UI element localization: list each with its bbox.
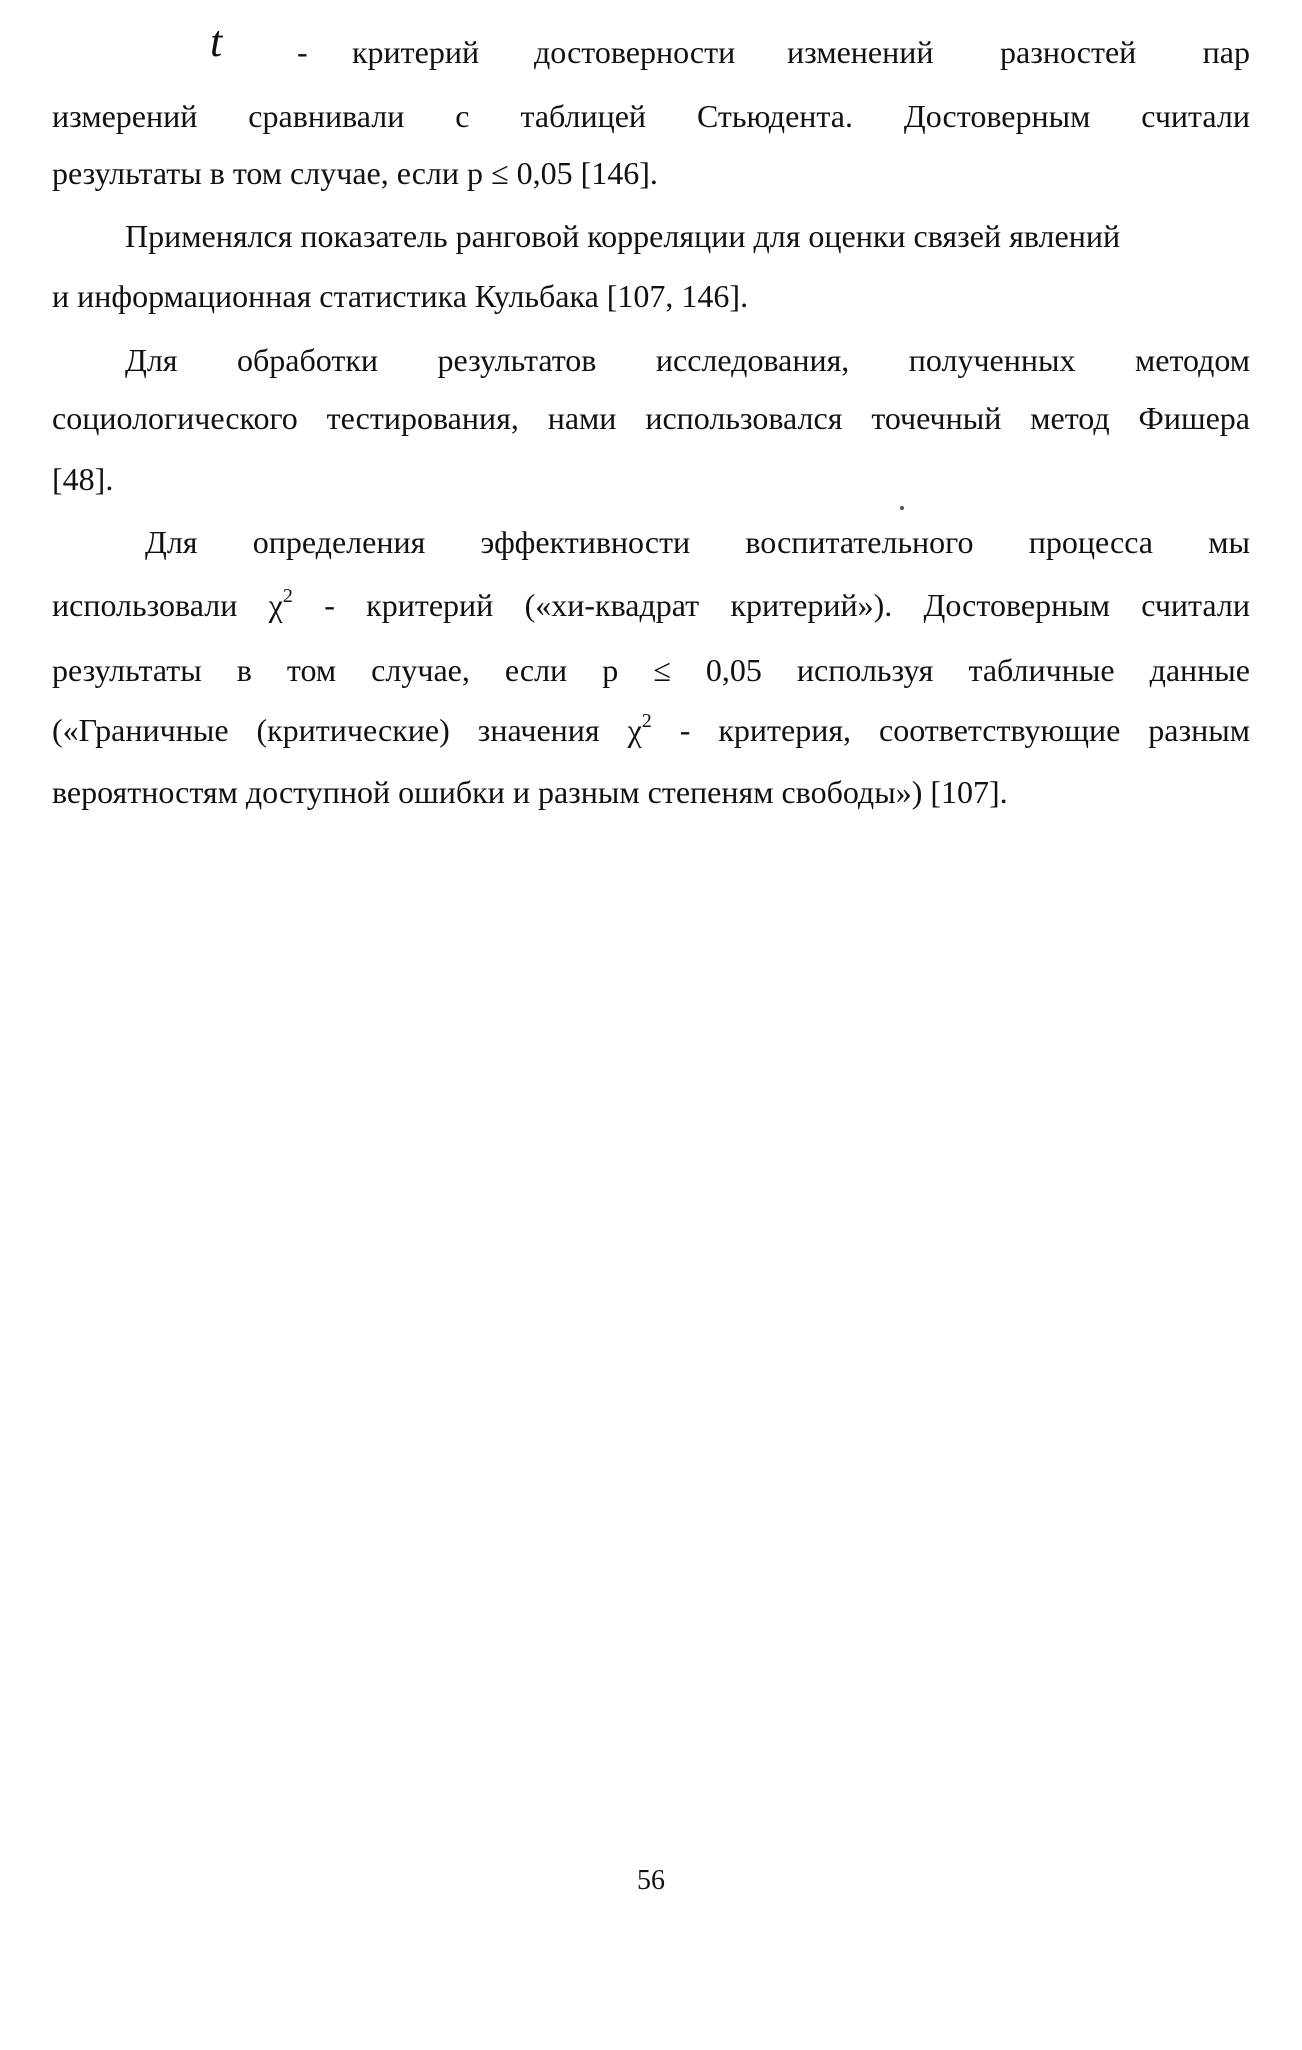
t-variable: t [210,17,223,66]
word: пар [1202,34,1250,70]
text-after-chi: - критерия, соответствующие разным [651,712,1251,748]
page-number: 56 [637,1865,665,1896]
paragraph-4-line-5: вероятностям доступной ошибки и разным степеням свободы») [107]. [52,774,1008,810]
scan-speck [900,506,904,510]
word: достоверности [534,34,736,70]
paragraph-1-line-2: измерений сравнивали с таблицей Стьюдента. Достоверным считали [52,98,1250,134]
word: критерий [352,34,480,70]
paragraph-2-line-1: Применялся показатель ранговой корреляции для оценки связей явлений [125,218,1121,254]
paragraph-1-line-3: результаты в том случае, если p ≤ 0,05 [146]. [52,155,658,191]
paragraph-4-line-1: Для определения эффективности воспитательного процесса мы [145,524,1250,560]
text-before-chi: использовали χ [52,587,283,623]
paragraph-3-line-3: [48]. [52,461,114,497]
text-after-chi: - критерий («хи-квадрат критерий»). Достоверным считали [292,587,1251,623]
paragraph-4-line-3: результаты в том случае, если p ≤ 0,05 используя табличные данные [52,652,1250,688]
paragraph-2-line-2: и информационная статистика Кульбака [107, 146]. [52,278,749,314]
word: изменений [787,34,934,70]
paragraph-3-line-2: социологического тестирования, нами использовался точечный метод Фишера [52,400,1250,436]
superscript: 2 [641,710,652,733]
superscript: 2 [282,585,293,608]
paragraph-3-line-1: Для обработки результатов исследования, полученных методом [125,342,1250,378]
dash: - [297,34,308,70]
text-before-chi: («Граничные (критические) значения χ [52,712,642,748]
paragraph-4-line-4 [52,710,1250,750]
word: разностей [1000,34,1137,70]
paragraph-4-line-2 [52,585,1250,625]
